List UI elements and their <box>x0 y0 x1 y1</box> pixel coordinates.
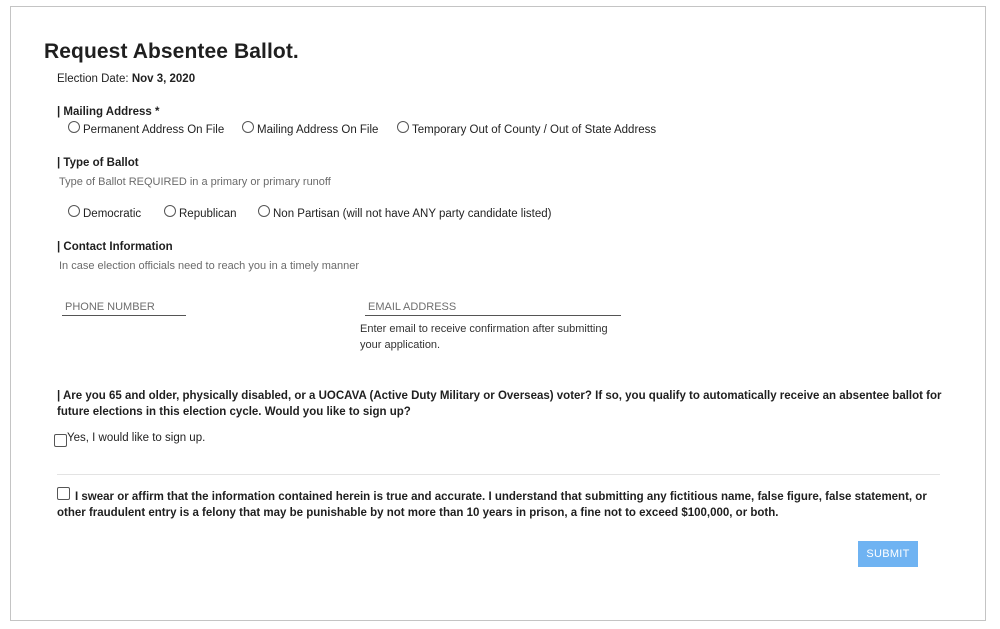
election-date-label: Election Date: <box>57 73 129 85</box>
radio-label: Mailing Address On File <box>257 124 379 136</box>
signup-checkbox-row[interactable] <box>54 432 205 447</box>
submit-button[interactable]: SUBMIT <box>858 541 918 567</box>
radio-permanent-address[interactable] <box>68 124 224 136</box>
radio-label: Non Partisan (will not have ANY party candidate listed) <box>273 208 552 220</box>
radio-republican[interactable] <box>164 208 237 220</box>
radio-democratic[interactable] <box>68 208 141 220</box>
contact-subtitle: In case election officials need to reach you in a timely manner <box>59 260 360 272</box>
election-date-line <box>57 73 195 85</box>
email-field[interactable] <box>365 297 621 316</box>
contact-heading: | Contact Information <box>57 241 173 253</box>
radio-circle[interactable] <box>68 121 80 133</box>
phone-field[interactable] <box>62 297 186 316</box>
radio-circle[interactable] <box>68 205 80 217</box>
page-title: Request Absentee Ballot. <box>44 40 299 63</box>
ballot-type-heading: | Type of Ballot <box>57 157 139 169</box>
signup-checkbox[interactable] <box>54 434 67 447</box>
radio-label: Republican <box>179 208 237 220</box>
radio-circle[interactable] <box>242 121 254 133</box>
radio-label: Temporary Out of County / Out of State Address <box>412 124 657 136</box>
signup-checkbox-label: Yes, I would like to sign up. <box>67 432 206 444</box>
radio-temporary-address[interactable] <box>397 124 656 136</box>
radio-circle[interactable] <box>164 205 176 217</box>
section-divider <box>57 474 940 475</box>
mailing-address-heading: | Mailing Address * <box>57 106 160 118</box>
email-input[interactable] <box>365 299 624 315</box>
phone-input[interactable] <box>62 299 189 315</box>
radio-circle[interactable] <box>397 121 409 133</box>
radio-mailing-address[interactable] <box>242 124 378 136</box>
ballot-type-subtitle: Type of Ballot REQUIRED in a primary or primary runoff <box>59 176 331 188</box>
signup-question: | Are you 65 and older, physically disabled, or a UOCAVA (Active Duty Military or Overseas) voter? If so, you qualify to automatically receive an absentee ballot for future elections in this election cycle. Would you like to sign up? <box>57 390 942 418</box>
radio-label: Permanent Address On File <box>83 124 225 136</box>
radio-circle[interactable] <box>258 205 270 217</box>
affirm-text: I swear or affirm that the information contained herein is true and accurate. I understand that submitting any fictitious name, false figure, false statement, or other fraudulent entry is a felony that may be punishable by not more than 10 years in prison, a fine not to exceed $100,000, or both. <box>57 491 927 519</box>
email-helper-text: Enter email to receive confirmation after submitting your application. <box>360 323 608 351</box>
election-date-value: Nov 3, 2020 <box>131 73 196 85</box>
radio-label: Democratic <box>83 208 142 220</box>
radio-non-partisan[interactable] <box>258 208 552 220</box>
